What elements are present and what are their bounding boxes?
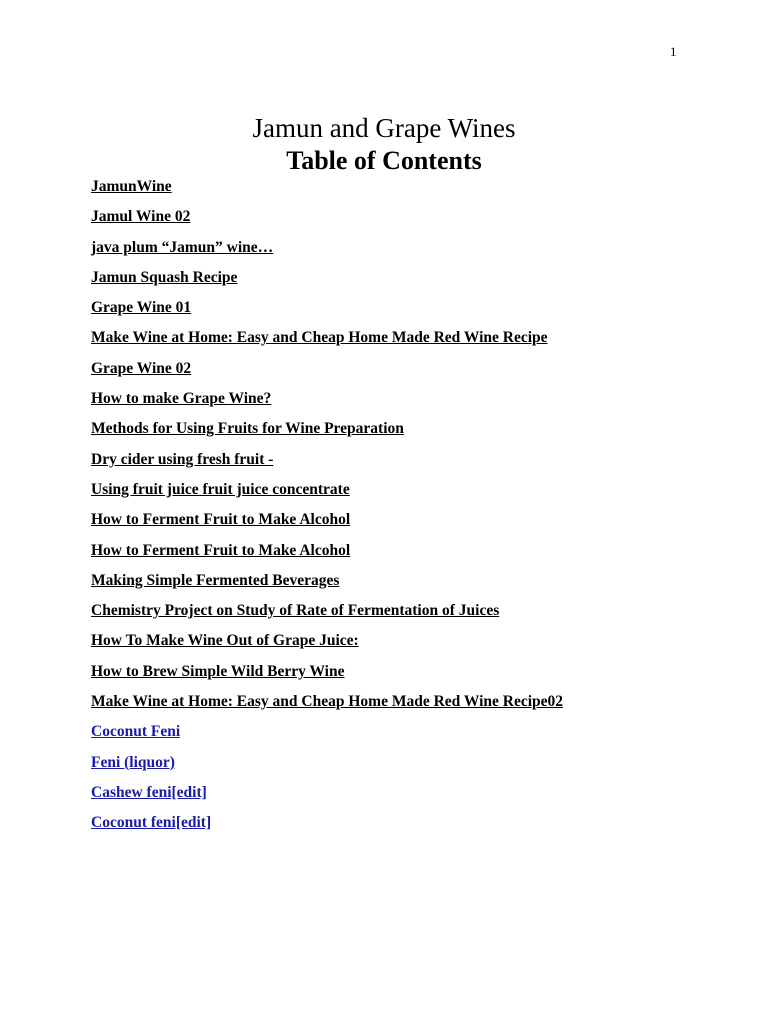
toc-entry [91,753,563,783]
toc-list [91,177,563,844]
toc-link[interactable]: How to make Grape Wine? [91,390,272,408]
toc-entry [91,359,563,389]
toc-entry [91,419,563,449]
toc-hyperlink[interactable]: Feni (liquor) [91,753,175,771]
toc-entry [91,662,563,692]
toc-entry [91,722,563,752]
toc-hyperlink[interactable]: Cashew feni[edit] [91,783,207,801]
toc-hyperlink[interactable]: Coconut Feni [91,723,181,741]
toc-link[interactable]: Jamul Wine 02 [91,208,191,226]
toc-link[interactable]: Grape Wine 01 [91,299,192,317]
document-title: Jamun and Grape Wines [252,113,516,143]
toc-entry [91,480,563,510]
toc-link[interactable]: JamunWine [91,178,172,195]
toc-entry [91,783,563,813]
toc-link[interactable]: Making Simple Fermented Beverages [91,571,340,589]
toc-entry [91,692,563,722]
page-number: 1 [670,44,677,59]
toc-entry [91,571,563,601]
toc-link[interactable]: Make Wine at Home: Easy and Cheap Home Made Red Wine Recipe [91,329,548,347]
toc-entry [91,541,563,571]
toc-link[interactable]: Jamun Squash Recipe [91,268,238,286]
toc-link[interactable]: How To Make Wine Out of Grape Juice: [91,632,359,650]
toc-entry [91,177,563,207]
toc-link[interactable]: How to Ferment Fruit to Make Alcohol [91,541,351,559]
toc-entry [91,631,563,661]
toc-entry [91,328,563,358]
toc-entry [91,238,563,268]
toc-link[interactable]: Dry cider using fresh fruit - [91,450,274,468]
toc-link[interactable]: Using fruit juice fruit juice concentrate [91,480,350,498]
toc-entry [91,450,563,480]
toc-hyperlink[interactable]: Coconut feni[edit] [91,814,212,832]
toc-entry [91,207,563,237]
toc-entry [91,298,563,328]
toc-entry [91,389,563,419]
toc-link[interactable]: How to Ferment Fruit to Make Alcohol [91,511,351,529]
toc-entry [91,601,563,631]
toc-heading: Table of Contents [286,146,482,175]
toc-entry [91,510,563,540]
toc-link[interactable]: Grape Wine 02 [91,359,192,377]
toc-link[interactable]: java plum “Jamun” wine… [91,238,274,256]
toc-link[interactable]: Make Wine at Home: Easy and Cheap Home Made Red Wine Recipe02 [91,693,564,711]
toc-entry [91,813,563,843]
toc-link[interactable]: Methods for Using Fruits for Wine Preparation [91,420,404,438]
toc-entry [91,268,563,298]
toc-link[interactable]: How to Brew Simple Wild Berry Wine [91,662,345,680]
toc-link[interactable]: Chemistry Project on Study of Rate of Fermentation of Juices [91,602,500,620]
